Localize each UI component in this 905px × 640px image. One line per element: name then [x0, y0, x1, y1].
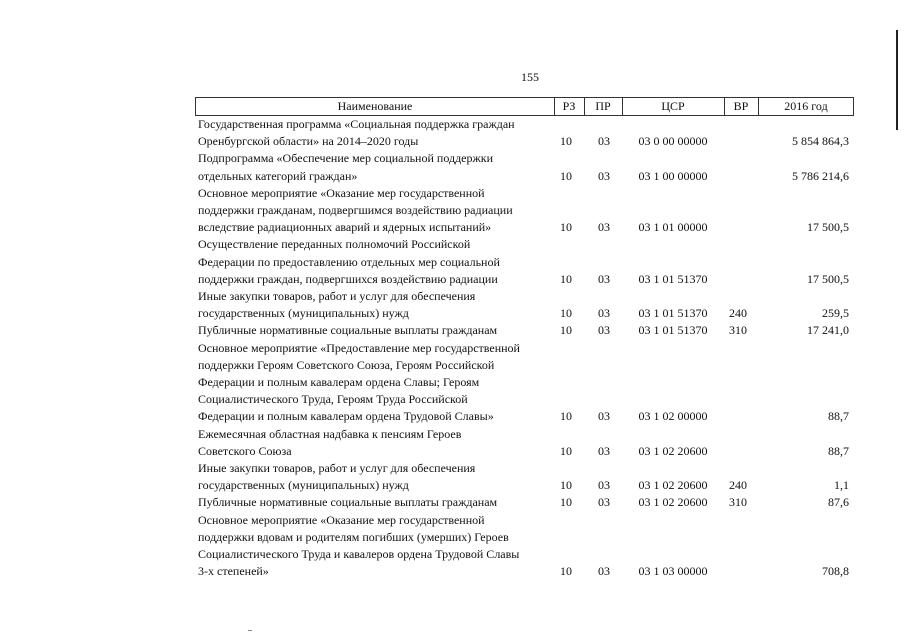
row-amount: 88,7: [828, 443, 849, 458]
row-pr: 03: [598, 564, 610, 579]
row-csr: 03 1 02 20600: [638, 478, 708, 493]
table-row: [195, 494, 854, 511]
row-name: [195, 288, 548, 322]
row-name-line: поддержки Героям Советского Союза, Героям Российской: [198, 357, 495, 372]
row-rz: 10: [560, 168, 572, 183]
table-row: [195, 236, 854, 288]
row-name-line: Иные закупки товаров, работ и услуг для обеспечения: [198, 289, 476, 304]
row-vr: 310: [729, 495, 747, 510]
row-csr: 03 1 00 00000: [638, 168, 708, 183]
row-name-line: Оренбургской области» на 2014–2020 годы: [198, 134, 419, 149]
table-row: [195, 150, 854, 184]
row-name: [195, 236, 548, 288]
row-name-line: Ежемесячная областная надбавка к пенсиям Героев: [198, 426, 462, 441]
row-amount: 259,5: [822, 306, 849, 321]
row-amount: 88,7: [828, 409, 849, 424]
row-csr: 03 1 03 00000: [638, 564, 708, 579]
row-name-line: Социалистического Труда, Героям Труда Российской: [198, 392, 468, 407]
row-name-line: Федерации по предоставлению отдельных мер социальной: [198, 254, 500, 269]
row-name-line: Социалистического Труда и кавалеров ордена Трудовой Славы: [198, 547, 520, 562]
row-rz: 10: [560, 478, 572, 493]
row-rz: 10: [560, 564, 572, 579]
row-pr: 03: [598, 220, 610, 235]
row-amount: 17 241,0: [807, 323, 849, 338]
table-row: [195, 426, 854, 460]
row-name-line: Государственная программа «Социальная поддержка граждан: [198, 117, 515, 131]
row-pr: 03: [598, 443, 610, 458]
row-name: [195, 494, 548, 511]
row-pr: 03: [598, 306, 610, 321]
row-rz: 10: [560, 271, 572, 286]
row-name-line: поддержки гражданам, подвергшимся воздействию радиации: [198, 203, 513, 218]
row-vr: 310: [729, 323, 747, 338]
row-rz: 10: [560, 134, 572, 149]
row-name-line: отдельных категорий граждан»: [198, 168, 358, 183]
table-body: [195, 116, 854, 580]
row-rz: 10: [560, 306, 572, 321]
page-number: 155: [521, 70, 539, 84]
table-row: [195, 512, 854, 581]
row-name-line: вследствие радиационных аварий и ядерных испытаний»: [198, 220, 492, 235]
row-name-line: Федерации и полным кавалерам ордена Славы; Героям: [198, 375, 480, 390]
row-pr: 03: [598, 134, 610, 149]
row-csr: 03 1 02 20600: [638, 495, 708, 510]
row-name: [195, 340, 548, 426]
row-name-line: Подпрограмма «Обеспечение мер социальной поддержки: [198, 151, 494, 166]
row-amount: 1,1: [834, 478, 849, 493]
row-pr: 03: [598, 409, 610, 424]
row-name-line: 3-х степеней»: [198, 564, 269, 579]
row-rz: 10: [560, 409, 572, 424]
header-pr: ПР: [595, 99, 611, 113]
row-vr: 240: [729, 306, 747, 321]
row-csr: 03 1 02 20600: [638, 443, 708, 458]
row-name-line: Советского Союза: [198, 443, 292, 458]
row-name: [195, 150, 548, 184]
row-name-line: Осуществление переданных полномочий Российской: [198, 237, 471, 252]
row-csr: 03 1 02 00000: [638, 409, 708, 424]
row-amount: 5 854 864,3: [792, 134, 849, 149]
row-csr: 03 1 01 51370: [638, 306, 708, 321]
header-vr: ВР: [733, 99, 749, 113]
row-rz: 10: [560, 323, 572, 338]
row-amount: 708,8: [822, 564, 849, 579]
row-name: [195, 322, 548, 339]
table-row: [195, 340, 854, 426]
row-name: [195, 185, 548, 237]
row-name-line: Основное мероприятие «Оказание мер государственной: [198, 512, 485, 527]
table-row: [195, 322, 854, 339]
row-name: [195, 426, 548, 460]
table-row: [195, 185, 854, 237]
table-row: [195, 460, 854, 494]
row-name: [195, 116, 548, 150]
row-name-line: поддержки граждан, подвергшихся воздействию радиации: [198, 271, 498, 286]
row-pr: 03: [598, 495, 610, 510]
budget-table: [195, 97, 854, 580]
row-csr: 03 1 01 51370: [638, 271, 708, 286]
row-name-line: Публичные нормативные социальные выплаты гражданам: [198, 495, 498, 510]
row-name: [195, 460, 548, 494]
header-rz: РЗ: [562, 99, 576, 113]
table-header: [195, 97, 854, 116]
row-rz: 10: [560, 495, 572, 510]
row-csr: 03 1 01 00000: [638, 220, 708, 235]
row-pr: 03: [598, 271, 610, 286]
scan-speck: [248, 630, 252, 631]
header-name: Наименование: [337, 99, 413, 113]
row-name-line: поддержки вдовам и родителям погибших (умерших) Героев: [198, 529, 509, 544]
header-year: 2016 год: [784, 99, 828, 113]
row-pr: 03: [598, 478, 610, 493]
row-csr: 03 0 00 00000: [638, 134, 708, 149]
row-name-line: Основное мероприятие «Оказание мер государственной: [198, 185, 485, 200]
row-rz: 10: [560, 220, 572, 235]
row-amount: 17 500,5: [807, 271, 849, 286]
row-amount: 17 500,5: [807, 220, 849, 235]
row-vr: 240: [729, 478, 747, 493]
row-pr: 03: [598, 168, 610, 183]
table-row: [195, 288, 854, 322]
table-row: [195, 116, 854, 150]
scan-edge-mark: [896, 30, 898, 130]
row-name-line: Основное мероприятие «Предоставление мер государственной: [198, 340, 520, 355]
row-amount: 87,6: [828, 495, 849, 510]
row-name-line: Иные закупки товаров, работ и услуг для обеспечения: [198, 461, 476, 476]
row-rz: 10: [560, 443, 572, 458]
row-name-line: Федерации и полным кавалерам ордена Трудовой Славы»: [198, 409, 494, 424]
row-csr: 03 1 01 51370: [638, 323, 708, 338]
row-name-line: Публичные нормативные социальные выплаты гражданам: [198, 323, 498, 338]
row-name-line: государственных (муниципальных) нужд: [198, 478, 409, 493]
row-pr: 03: [598, 323, 610, 338]
header-csr: ЦСР: [661, 99, 685, 113]
row-name: [195, 512, 548, 581]
row-amount: 5 786 214,6: [792, 168, 849, 183]
row-name-line: государственных (муниципальных) нужд: [198, 306, 409, 321]
